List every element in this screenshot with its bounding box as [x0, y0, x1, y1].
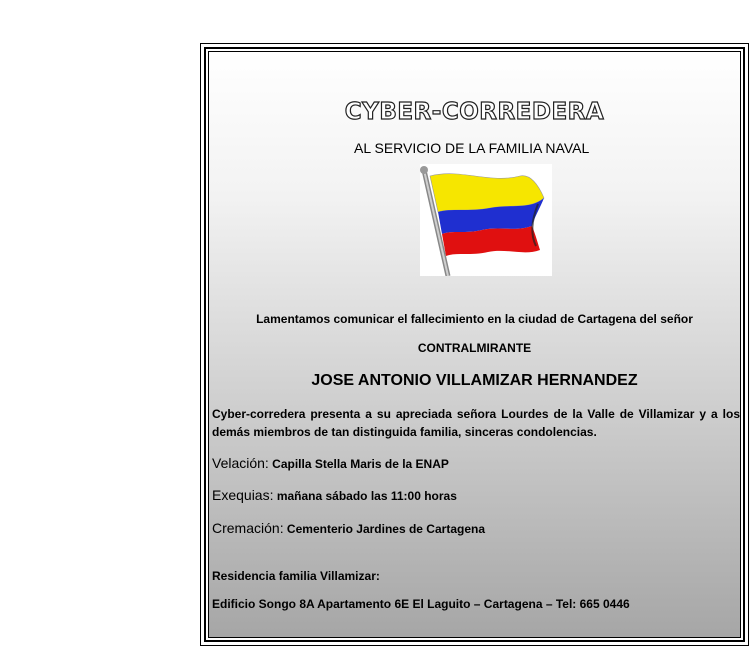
flag-image	[420, 164, 552, 276]
velacion-label: Velación:	[212, 455, 269, 471]
velacion-value: Capilla Stella Maris de la ENAP	[268, 457, 449, 471]
colombia-flag-icon	[420, 164, 552, 276]
page-title: CYBER-CORREDERA	[344, 99, 605, 125]
rank-text: CONTRALMIRANTE	[417, 341, 532, 355]
subtitle: AL SERVICIO DE LA FAMILIA NAVAL	[354, 140, 590, 156]
exequias-value: mañana sábado las 11:00 horas	[273, 489, 457, 503]
residence-address: Edificio Songo 8A Apartamento 6E El Laguito – Cartagena – Tel: 665 0446	[212, 597, 630, 611]
cremacion-line	[212, 520, 485, 536]
velacion-line	[212, 455, 449, 471]
cremacion-label: Cremación:	[212, 520, 284, 536]
exequias-line	[212, 487, 457, 503]
condolences-paragraph: Cyber-corredera presenta a su apreciada señora Lourdes de la Valle de Villamizar y a los demás miembros de tan distinguida familia, sinceras condolencias.	[212, 407, 740, 439]
exequias-label: Exequias:	[212, 487, 274, 503]
intro-text: Lamentamos comunicar el fallecimiento en la ciudad de Cartagena del señor	[256, 312, 693, 326]
deceased-name: JOSE ANTONIO VILLAMIZAR HERNANDEZ	[311, 372, 638, 389]
residence-label: Residencia familia Villamizar:	[212, 569, 380, 583]
cremacion-value: Cementerio Jardines de Cartagena	[283, 522, 485, 536]
